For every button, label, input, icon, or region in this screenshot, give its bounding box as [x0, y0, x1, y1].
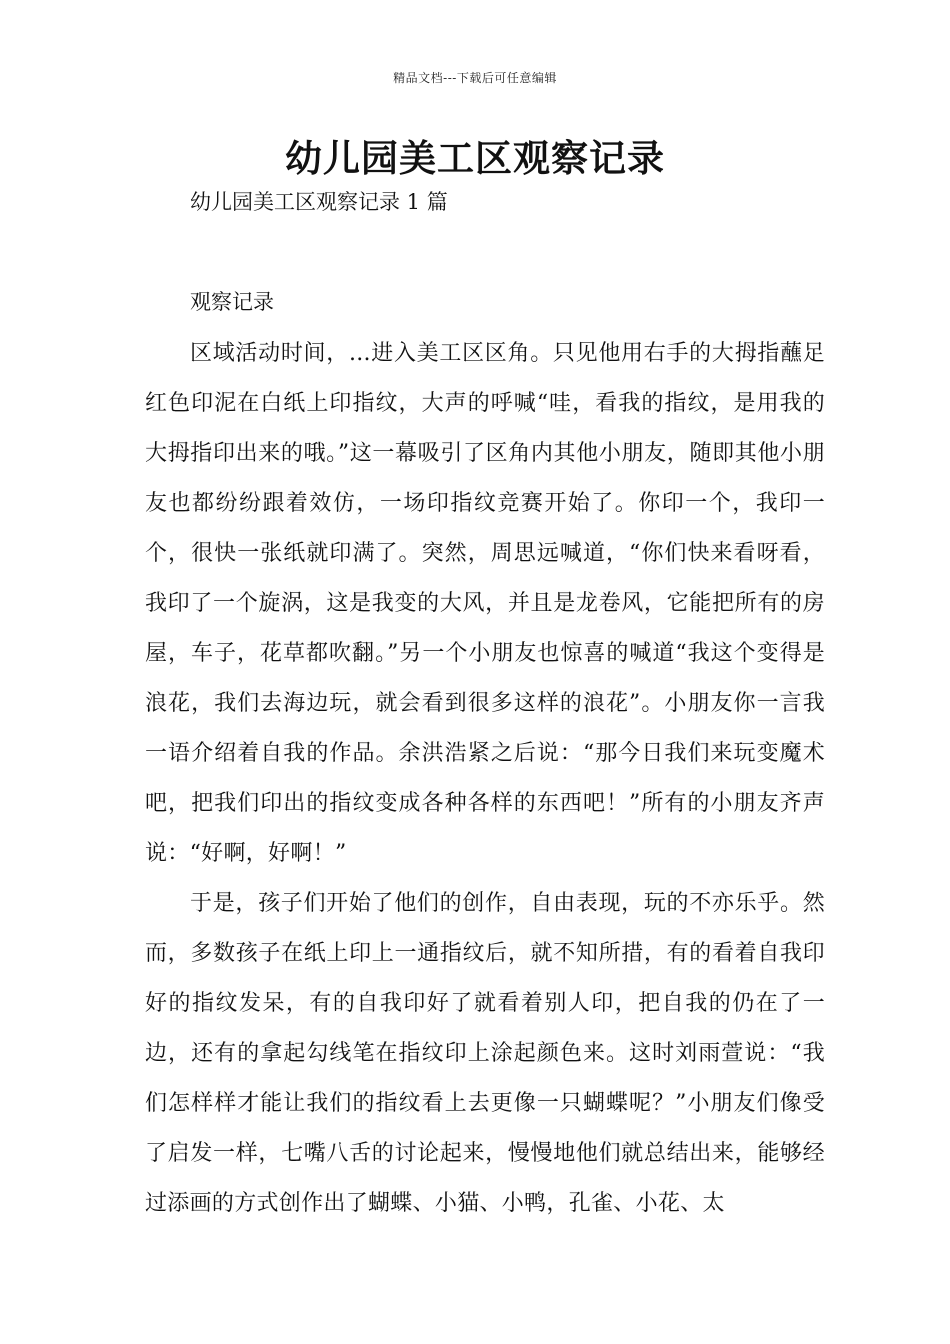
paragraph: 区域活动时间，...进入美工区区角。只见他用右手的大拇指蘸足红色印泥在白纸上印指纹，大声的呼喊“哇，看我的指纹，是用我的大拇指印出来的哦。”这一幕吸引了区角内其他小朋友，随即其他小朋友也都纷纷跟着效仿，一场印指纹竞赛开始了。你印一个，我印一个，很快一张纸就印满了。突然，周思远喊道，“你们快来看呀看，我印了一个旋涡，这是我变的大风，并且是龙卷风，它能把所有的房屋，车子，花草都吹翻。”另一个小朋友也惊喜的喊道“我这个变得是浪花，我们去海边玩，就会看到很多这样的浪花”。小朋友你一言我一语介绍着自我的作品。余洪浩紧之后说：“那今日我们来玩变魔术吧，把我们印出的指纹变成各种各样的东西吧！”所有的小朋友齐声说：“好啊，好啊！” [145, 341, 825, 866]
document-subtitle: 幼儿园美工区观察记录 1 篇 [190, 190, 448, 214]
paragraph: 于是，孩子们开始了他们的创作，自由表现，玩的不亦乐乎。然而，多数孩子在纸上印上一通指纹后，就不知所措，有的看着自我印好的指纹发呆，有的自我印好了就看着别人印，把自我的仍在了一边，还有的拿起勾线笔在指纹印上涂起颜色来。这时刘雨萱说：“我们怎样样才能让我们的指纹看上去更像一只蝴蝶呢？”小朋友们像受了启发一样，七嘴八舌的讨论起来，慢慢地他们就总结出来，能够经过添画的方式创作出了蝴蝶、小猫、小鸭，孔雀、小花、太 [145, 891, 825, 1216]
body-text [145, 329, 825, 1229]
document-title: 幼儿园美工区观察记录 [285, 137, 665, 180]
section-heading: 观察记录 [190, 290, 274, 314]
header-note: 精品文档---下载后可任意编辑 [393, 71, 557, 85]
